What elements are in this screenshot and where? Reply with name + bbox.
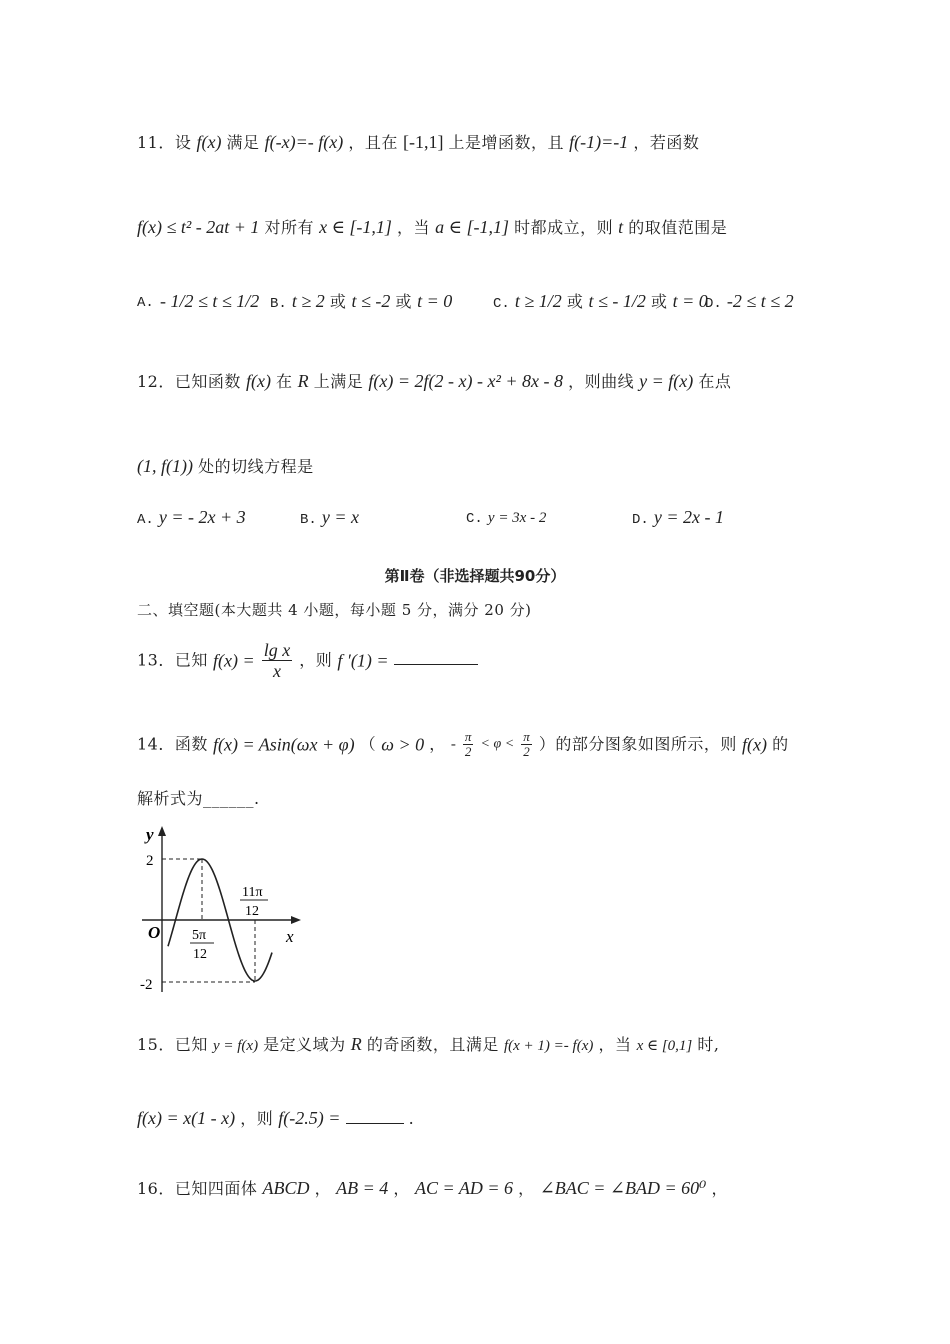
q11-t-var: t	[618, 217, 624, 237]
q12-text: 在	[276, 372, 293, 391]
q16-line1	[137, 1177, 728, 1200]
section-subtitle-row	[137, 599, 532, 621]
q13-rhs: f ′(1) =	[337, 650, 389, 671]
q11-option-b-text: t ≥ 2	[291, 291, 325, 311]
q16-ac-ad: AC = AD = 6	[415, 1178, 513, 1198]
q15-condition: f(x + 1) =- f(x)	[503, 1038, 594, 1054]
q12-option-b-text: y = x	[321, 507, 360, 527]
q11-value-condition: f(-1)=-1	[569, 132, 629, 152]
q15-text: 的奇函数，且满足	[366, 1035, 499, 1054]
q16-ab: AB = 4	[336, 1178, 389, 1198]
q15-question: f(-2.5) =	[278, 1108, 341, 1128]
q12-option-b[interactable]	[300, 506, 359, 531]
q11-option-d[interactable]	[705, 290, 794, 315]
q12-option-d[interactable]	[632, 506, 724, 531]
q11-option-d-text: -2 ≤ t ≤ 2	[726, 291, 794, 311]
q11-option-b-text: t = 0	[417, 291, 453, 311]
q11-text: 上是增函数，且	[448, 133, 565, 152]
q14-fx: f(x)	[741, 734, 767, 755]
q16-comma: ，	[518, 1179, 535, 1198]
q11-option-c-text: t ≥ 1/2	[514, 291, 562, 311]
x-axis-arrow-icon	[291, 916, 301, 924]
q12-option-d-text: y = 2x - 1	[653, 507, 725, 527]
q15-text: ，当	[598, 1035, 632, 1054]
q14-text: ，	[429, 734, 446, 754]
q16-tetrahedron: ABCD	[262, 1178, 310, 1198]
q14-text: ）的部分图象如图所示，则	[538, 734, 737, 754]
y-axis-arrow-icon	[158, 826, 166, 836]
q11-option-a[interactable]	[160, 290, 259, 313]
q15-text: 时,	[697, 1035, 720, 1054]
q11-option-a-label: A.	[137, 295, 154, 311]
q12-text: 处的切线方程是	[198, 457, 314, 476]
q11-options	[137, 290, 154, 314]
q11-option-b-text: t ≤ -2	[351, 291, 391, 311]
q11-option-d-label: D.	[705, 296, 722, 312]
q12-option-a[interactable]	[137, 506, 246, 531]
q11-text: 的取值范围是	[628, 218, 728, 237]
q11-text: ，若函数	[633, 133, 700, 152]
q11-a-range: a ∈ [-1,1]	[435, 217, 509, 237]
q12-curve: y = f(x)	[639, 371, 694, 391]
q14-number: 14．函数	[137, 734, 208, 754]
q14-line2	[137, 788, 260, 810]
x1-denominator: 12	[193, 947, 207, 962]
q16-comma: ，	[314, 1179, 332, 1198]
q11-option-c-label: C.	[493, 296, 510, 312]
section-title-row	[0, 565, 950, 587]
q13-denominator: x	[272, 661, 281, 681]
q16-comma: ，	[393, 1179, 410, 1198]
q16-number: 16．已知四面体	[137, 1179, 258, 1198]
q13-line	[137, 640, 478, 681]
q12-text: 在点	[698, 372, 732, 391]
q11-line2	[137, 216, 727, 239]
q12-option-d-label: D.	[632, 512, 649, 528]
q14-fraction-left	[463, 730, 474, 759]
q15-function: y = f(x)	[212, 1038, 259, 1054]
section-title: 第Ⅱ卷（非选择题共90分）	[384, 567, 566, 585]
q11-option-b[interactable]	[270, 290, 452, 315]
q11-option-b-label: B.	[270, 296, 287, 312]
q11-option-c-text: t = 0	[672, 291, 708, 311]
q11-or: 或	[329, 292, 347, 311]
q16-angles: ∠BAC = ∠BAD = 60⁰	[539, 1178, 707, 1198]
q11-text: 时都成立，则	[514, 218, 614, 237]
q14-line1	[137, 730, 789, 759]
q11-x-range: x ∈ [-1,1]	[319, 217, 392, 237]
section-subtitle: 二、填空题(本大题共 4 小题，每小题 5 分，满分 20 分)	[137, 601, 532, 619]
q14-minus: -	[450, 736, 456, 753]
q14-answer-prompt: 解析式为______.	[137, 789, 260, 808]
q15-text: 是定义域为	[263, 1035, 346, 1054]
q12-option-c[interactable]	[466, 506, 546, 530]
q14-phi-range: < φ <	[480, 736, 515, 752]
q12-option-a-label: A.	[137, 512, 154, 528]
x-axis-label: x	[286, 927, 294, 946]
q13-fraction	[262, 640, 293, 681]
q15-text: ，则	[240, 1109, 274, 1128]
q15-definition: f(x) = x(1 - x)	[137, 1108, 236, 1128]
q11-option-c[interactable]	[493, 290, 708, 315]
q12-equation: f(x) = 2f(2 - x) - x² + 8x - 8	[368, 371, 563, 391]
q16-comma: ，	[711, 1179, 728, 1198]
q11-fx: f(x)	[196, 132, 222, 152]
q14-two: 2	[523, 744, 530, 759]
q14-equation: f(x) = Asin(ωx + φ)	[212, 734, 355, 755]
q14-graph	[130, 822, 310, 997]
q12-point: (1, f(1))	[137, 456, 193, 476]
q14-pi: π	[523, 729, 530, 744]
q14-text: 的	[772, 734, 789, 754]
q14-pi: π	[464, 729, 472, 744]
q15-answer-blank[interactable]	[346, 1109, 404, 1124]
q12-domain: R	[297, 371, 309, 391]
q12-option-c-label: C.	[466, 511, 483, 527]
q15-number: 15．已知	[137, 1035, 208, 1054]
q11-text: 对所有	[264, 218, 315, 237]
q14-omega-condition: ω > 0	[381, 734, 425, 755]
q12-text: ，则曲线	[568, 372, 635, 391]
q11-line1	[137, 131, 699, 154]
q11-inequality: f(x) ≤ t² - 2at + 1	[137, 217, 260, 237]
origin-label: O	[148, 923, 161, 942]
q15-domain: R	[350, 1034, 362, 1054]
q15-line2	[137, 1107, 414, 1130]
q15-period: .	[408, 1109, 415, 1128]
q11-odd-condition: f(-x)=- f(x)	[264, 132, 344, 152]
q12-line2	[137, 455, 314, 478]
q15-line1	[137, 1033, 719, 1057]
q11-interval: [-1,1]	[402, 132, 444, 152]
q15-interval: x ∈ [0,1]	[636, 1038, 693, 1054]
q12-text: 上满足	[313, 372, 364, 391]
q13-text: ，则	[299, 650, 333, 670]
q11-text: ，且在	[348, 133, 398, 152]
q13-lhs: f(x) =	[212, 650, 255, 671]
q14-text: （	[359, 734, 377, 754]
q11-text: 满足	[226, 133, 260, 152]
q11-or: 或	[395, 292, 412, 311]
q14-two: 2	[464, 744, 472, 759]
min-value-label: -2	[140, 977, 153, 993]
q11-number: 11．设	[137, 133, 192, 152]
x2-numerator: 11π	[242, 885, 263, 900]
q12-number: 12．已知函数	[137, 372, 241, 391]
q12-line1	[137, 370, 731, 393]
max-value-label: 2	[146, 853, 154, 869]
q11-option-a-text: - 1/2 ≤ t ≤ 1/2	[160, 291, 260, 311]
q12-fx: f(x)	[245, 371, 271, 391]
q11-option-c-text: t ≤ - 1/2	[588, 291, 646, 311]
q12-option-a-text: y = - 2x + 3	[158, 507, 246, 527]
q13-numerator: lg x	[263, 640, 291, 660]
q14-fraction-right	[521, 730, 532, 759]
q11-text: ，当	[397, 218, 431, 237]
q12-option-c-text: y = 3x - 2	[487, 510, 547, 526]
q11-or: 或	[566, 292, 584, 311]
x2-denominator: 12	[245, 904, 259, 919]
q11-or: 或	[650, 292, 668, 311]
x1-numerator: 5π	[192, 928, 207, 943]
q13-number: 13．已知	[137, 650, 208, 670]
y-axis-label: y	[146, 825, 154, 844]
q12-option-b-label: B.	[300, 512, 317, 528]
q13-answer-blank[interactable]	[394, 650, 478, 665]
